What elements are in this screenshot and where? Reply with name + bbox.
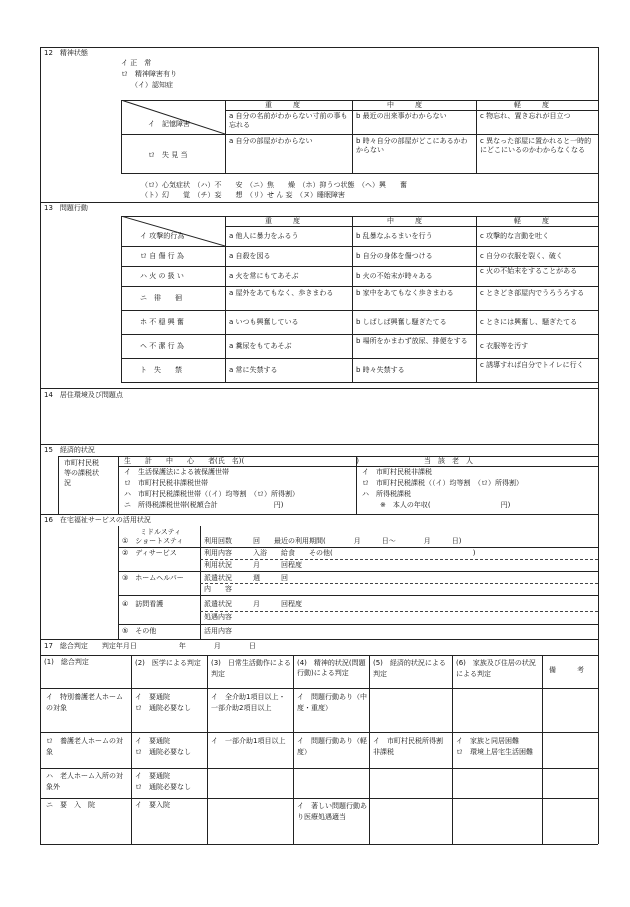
s17-h4: (4) 精神的状況(問題行動)による判定: [297, 659, 366, 677]
s15-right-3: ハ 所得税課税: [362, 490, 411, 498]
s14-top-line: [40, 388, 598, 389]
s12-r2-a: a 自分の部屋がわからない: [229, 137, 313, 145]
s17-r4-c2: イ 要入院: [135, 801, 170, 809]
s17-row-line: [40, 798, 598, 799]
s17-h2: (2) 医学による判定: [135, 659, 201, 667]
s17-table-top: [40, 655, 598, 656]
s13-row-heavy: a 屋外をあてもなく、歩きまわる: [229, 289, 334, 297]
s12-col-light: 軽 度: [514, 101, 549, 109]
s12-r2-b: b 時々自分の部屋がどこにあるかわからない: [356, 137, 468, 154]
s13-row-light: c ときどき部屋内でうろうろする: [480, 289, 585, 297]
s12-r1-b: b 最近の出来事がわからない: [356, 112, 447, 120]
s17-r2-c6: イ 家族と同居困難 ロ 環境上居宅生活困難: [456, 737, 533, 756]
s17-h6: (6) 家族及び住居の状況による判定: [456, 659, 536, 678]
s12-header-bottom: [225, 110, 598, 111]
s12-symptoms-1: （ロ）心気症状 （ハ）不 安 （ニ）焦 燥 （ホ）抑うつ状態 （ヘ）興 奮: [141, 181, 407, 189]
s13-row-light: c ときには興奮し、騒ぎたてる: [480, 318, 578, 326]
s17-top-line: [40, 639, 598, 640]
s13-row-line: [121, 246, 598, 247]
s13-row-light: c 衣服等を汚す: [480, 342, 529, 350]
s13-row-light: c 攻撃的な言動を吐く: [480, 232, 550, 240]
s17-title: 17 総合判定 判定年月日 年 月 日: [44, 642, 256, 650]
s17-col-line: [131, 655, 132, 844]
s12-r1-a: a 自分の名前がわからない寸前の事も忘れる: [229, 112, 348, 129]
s12-table-bottom: [121, 173, 598, 174]
s17-h7: 備 考: [549, 666, 584, 674]
s16-i3: ③ ホームヘルパー: [122, 574, 184, 582]
s16-i4-detail-2: 処遇内容: [204, 613, 232, 621]
s12-col-c: [476, 100, 477, 173]
s17-h3: (3) 日常生活動作による判定: [211, 659, 291, 678]
s15-head-right: 当 該 老 人: [424, 457, 473, 465]
s13-row-mid: b 場所をかまわず放尿、排便をする: [356, 337, 468, 345]
s13-col-mid: 中 度: [387, 217, 422, 225]
s17-row-line: [40, 732, 598, 733]
s13-row-heavy: a 自殺を図る: [229, 252, 271, 260]
s15-right-2: ロ 市町村民税課税（（イ）均等割 （ロ）所得割）: [362, 479, 523, 487]
s15-top-line: [40, 444, 598, 445]
s15-col-divider: [118, 456, 119, 514]
s16-i5: ⑤ その他: [122, 627, 157, 635]
s16-title: 16 在宅福祉サービスの活用状況: [44, 516, 151, 524]
s13-row-line: [121, 358, 598, 359]
frame-right: [598, 47, 599, 844]
s13-row-light: c 火の不始末をすることがある: [480, 267, 578, 275]
s17-r1-c1: イ 特別養護老人ホームの対象: [46, 693, 123, 712]
s17-r1-c4: イ 問題行動あり（中度・重度）: [297, 693, 367, 712]
s17-r4-c4: イ 著しい問題行動あり医療処遇適当: [297, 802, 367, 821]
s13-row-label: ハ 火 の 扱 い: [140, 272, 184, 280]
s16-i2: ② ディサービス: [122, 549, 177, 557]
s15-right-4: ※ 本人の年収( 円): [380, 501, 511, 509]
s16-dash-line: [200, 583, 598, 584]
s16-row-line: [118, 547, 598, 548]
s13-row-mid: b しばしば興奮し騒ぎたてる: [356, 318, 447, 326]
s13-table-bottom: [121, 382, 598, 383]
s15-head-left: 生 計 中 心 者(氏 名)( ): [124, 457, 359, 465]
s13-row-light: c 自分の衣服を裂く、破く: [480, 252, 563, 260]
s15-left-2: ロ 市町村民税非課税世帯: [124, 479, 208, 487]
frame-left: [40, 47, 41, 844]
s13-row-heavy: a 火を常にもてあそぶ: [229, 272, 299, 280]
s13-row-label: ニ 徘 徊: [140, 294, 182, 302]
s13-row-label: ト 失 禁: [140, 366, 182, 374]
s16-i2-detail-2: 利用状況 月 回程度: [204, 561, 302, 569]
s17-r1-c3: イ 全介助1項目以上・一部介助2項目以上: [211, 693, 286, 712]
s15-side-label: 市町村民税等の課税状況: [64, 459, 99, 487]
s12-disorder: ロ 精神障害有り: [121, 70, 177, 78]
s13-col-light: 軽 度: [514, 217, 549, 225]
s13-row-light: c 誘導すれば自分でトイレに行く: [480, 361, 584, 369]
s17-row-line: [40, 768, 598, 769]
s13-row-label: イ 攻撃的行為: [140, 232, 185, 240]
s12-r1-c: c 物忘れ、置き忘れが目立つ: [480, 112, 571, 120]
s13-row-mid: b 火の不始末が時々ある: [356, 272, 433, 280]
s13-row-heavy: a 常に失禁する: [229, 366, 278, 374]
s12-r2-label: ロ 失 見 当: [148, 151, 188, 159]
s13-top-line: [40, 202, 598, 203]
s17-col-line: [293, 655, 294, 844]
s17-r2-c1: ロ 養護老人ホームの対象: [46, 737, 123, 756]
s16-i1-small: ミドルスティ: [140, 528, 182, 536]
s16-i1: ① ショートスティ: [122, 537, 184, 545]
s15-table-left: [58, 456, 59, 514]
s13-col-b: [352, 216, 353, 382]
s16-i3-detail-2: 内 容: [204, 585, 232, 593]
s15-header-bottom: [118, 466, 598, 467]
s17-h1: (1) 総合判定: [44, 658, 89, 666]
s15-left-1: イ 生活保護法による被保護世帯: [124, 468, 229, 476]
s16-i3-detail-1: 派遣状況 週 回: [204, 574, 288, 582]
s17-r1-c2: イ 要通院 ロ 通院必要なし: [135, 693, 191, 712]
s17-h5: (5) 経済的状況による判定: [373, 659, 446, 678]
s13-diagonal: [121, 216, 225, 246]
s12-title: 12 精神状態: [44, 49, 88, 57]
s13-row-mid: b 自分の身体を傷つける: [356, 252, 433, 260]
s17-r3-c1: ハ 老人ホーム入所の対象外: [46, 772, 123, 791]
s15-left-3: ハ 市町村民税課税世帯（（イ）均等割 （ロ）所得割）: [124, 490, 299, 498]
s13-row-line: [121, 334, 598, 335]
s13-col-heavy: 重 度: [265, 217, 300, 225]
s16-i5-detail: 活用内容: [204, 627, 232, 635]
s13-row-label: ヘ 不 潔 行 為: [140, 342, 184, 350]
s13-header-bottom: [225, 226, 598, 227]
s14-title: 14 居住環境及び問題点: [44, 391, 123, 399]
s13-row-heavy: a いつも興奮している: [229, 318, 299, 326]
s17-col-line: [369, 655, 370, 844]
s13-col-a: [225, 216, 226, 382]
s13-row-mid: b 乱暴なふるまいを行う: [356, 232, 433, 240]
s15-right-1: イ 市町村民税非課税: [362, 468, 432, 476]
s13-row-mid: b 家中をあてもなく歩きまわる: [356, 289, 454, 297]
s17-col-line: [452, 655, 453, 844]
s16-dash-line: [200, 559, 598, 560]
s13-row-heavy: a 糞尿をもてあそぶ: [229, 342, 292, 350]
s12-col-heavy: 重 度: [265, 101, 300, 109]
s17-r3-c2: イ 要通院 ロ 通院必要なし: [135, 772, 191, 791]
s12-r1-label: イ 記憶障害: [148, 120, 190, 128]
s16-i1-detail: 利用回数 回 最近の利用期間( 月 日〜 月 日): [204, 537, 462, 545]
s12-normal: イ 正 常: [121, 59, 152, 67]
s12-dementia: （イ）認知症: [131, 81, 173, 89]
s16-i4: ④ 訪問看護: [122, 600, 164, 608]
s17-r2-c5: イ 市町村民税所得割非課税: [373, 737, 443, 756]
s13-row-heavy: a 他人に暴力をふるう: [229, 232, 299, 240]
s12-col-a: [225, 100, 226, 173]
s17-col-line: [207, 655, 208, 844]
s15-title: 15 経済的状況: [44, 446, 95, 454]
s16-i2-detail-1: 利用内容 入浴 給食 その他( ): [204, 549, 476, 557]
s15-left-4: ニ 所得税課税世帯(税額合計 円): [124, 501, 284, 509]
s17-col-line: [542, 655, 543, 844]
s13-title: 13 問題行動: [44, 204, 88, 212]
s13-row-line: [121, 286, 598, 287]
s13-col-c: [476, 216, 477, 382]
s13-row-line: [121, 310, 598, 311]
s16-row-line: [118, 571, 598, 572]
s16-dash-line: [200, 611, 598, 612]
s13-row-mid: b 時々失禁する: [356, 366, 405, 374]
s16-row-line: [118, 595, 598, 596]
s17-table-bottom: [40, 844, 598, 845]
s13-row-label: ロ 自 傷 行 為: [140, 252, 184, 260]
frame-top: [40, 47, 598, 48]
s16-top-line: [40, 514, 598, 515]
s17-r2-c2: イ 要通院 ロ 通院必要なし: [135, 737, 191, 756]
s17-r2-c3: イ 一部介助1項目以上: [211, 737, 286, 745]
s12-col-b: [352, 100, 353, 173]
s12-col-mid: 中 度: [387, 101, 422, 109]
s12-symptoms-2: （ト）幻 覚 （チ）妄 想 （リ）せ ん 妄 （ヌ）睡眠障害: [141, 191, 345, 199]
s17-r4-c1: ニ 要 入 院: [46, 801, 95, 809]
s16-left-line: [118, 526, 119, 639]
s13-row-label: ホ 不 穏 興 奮: [140, 318, 184, 326]
s17-r2-c4: イ 問題行動あり（軽度）: [297, 737, 367, 756]
s16-i4-detail-1: 派遣状況 月 回程度: [204, 600, 302, 608]
s17-header-bottom: [40, 688, 598, 689]
s12-row-divider: [121, 134, 598, 135]
s16-row-line: [118, 624, 598, 625]
s12-r2-c: c 異なった部屋に置かれると一時的にどこにいるのかわからなくなる: [480, 137, 592, 154]
